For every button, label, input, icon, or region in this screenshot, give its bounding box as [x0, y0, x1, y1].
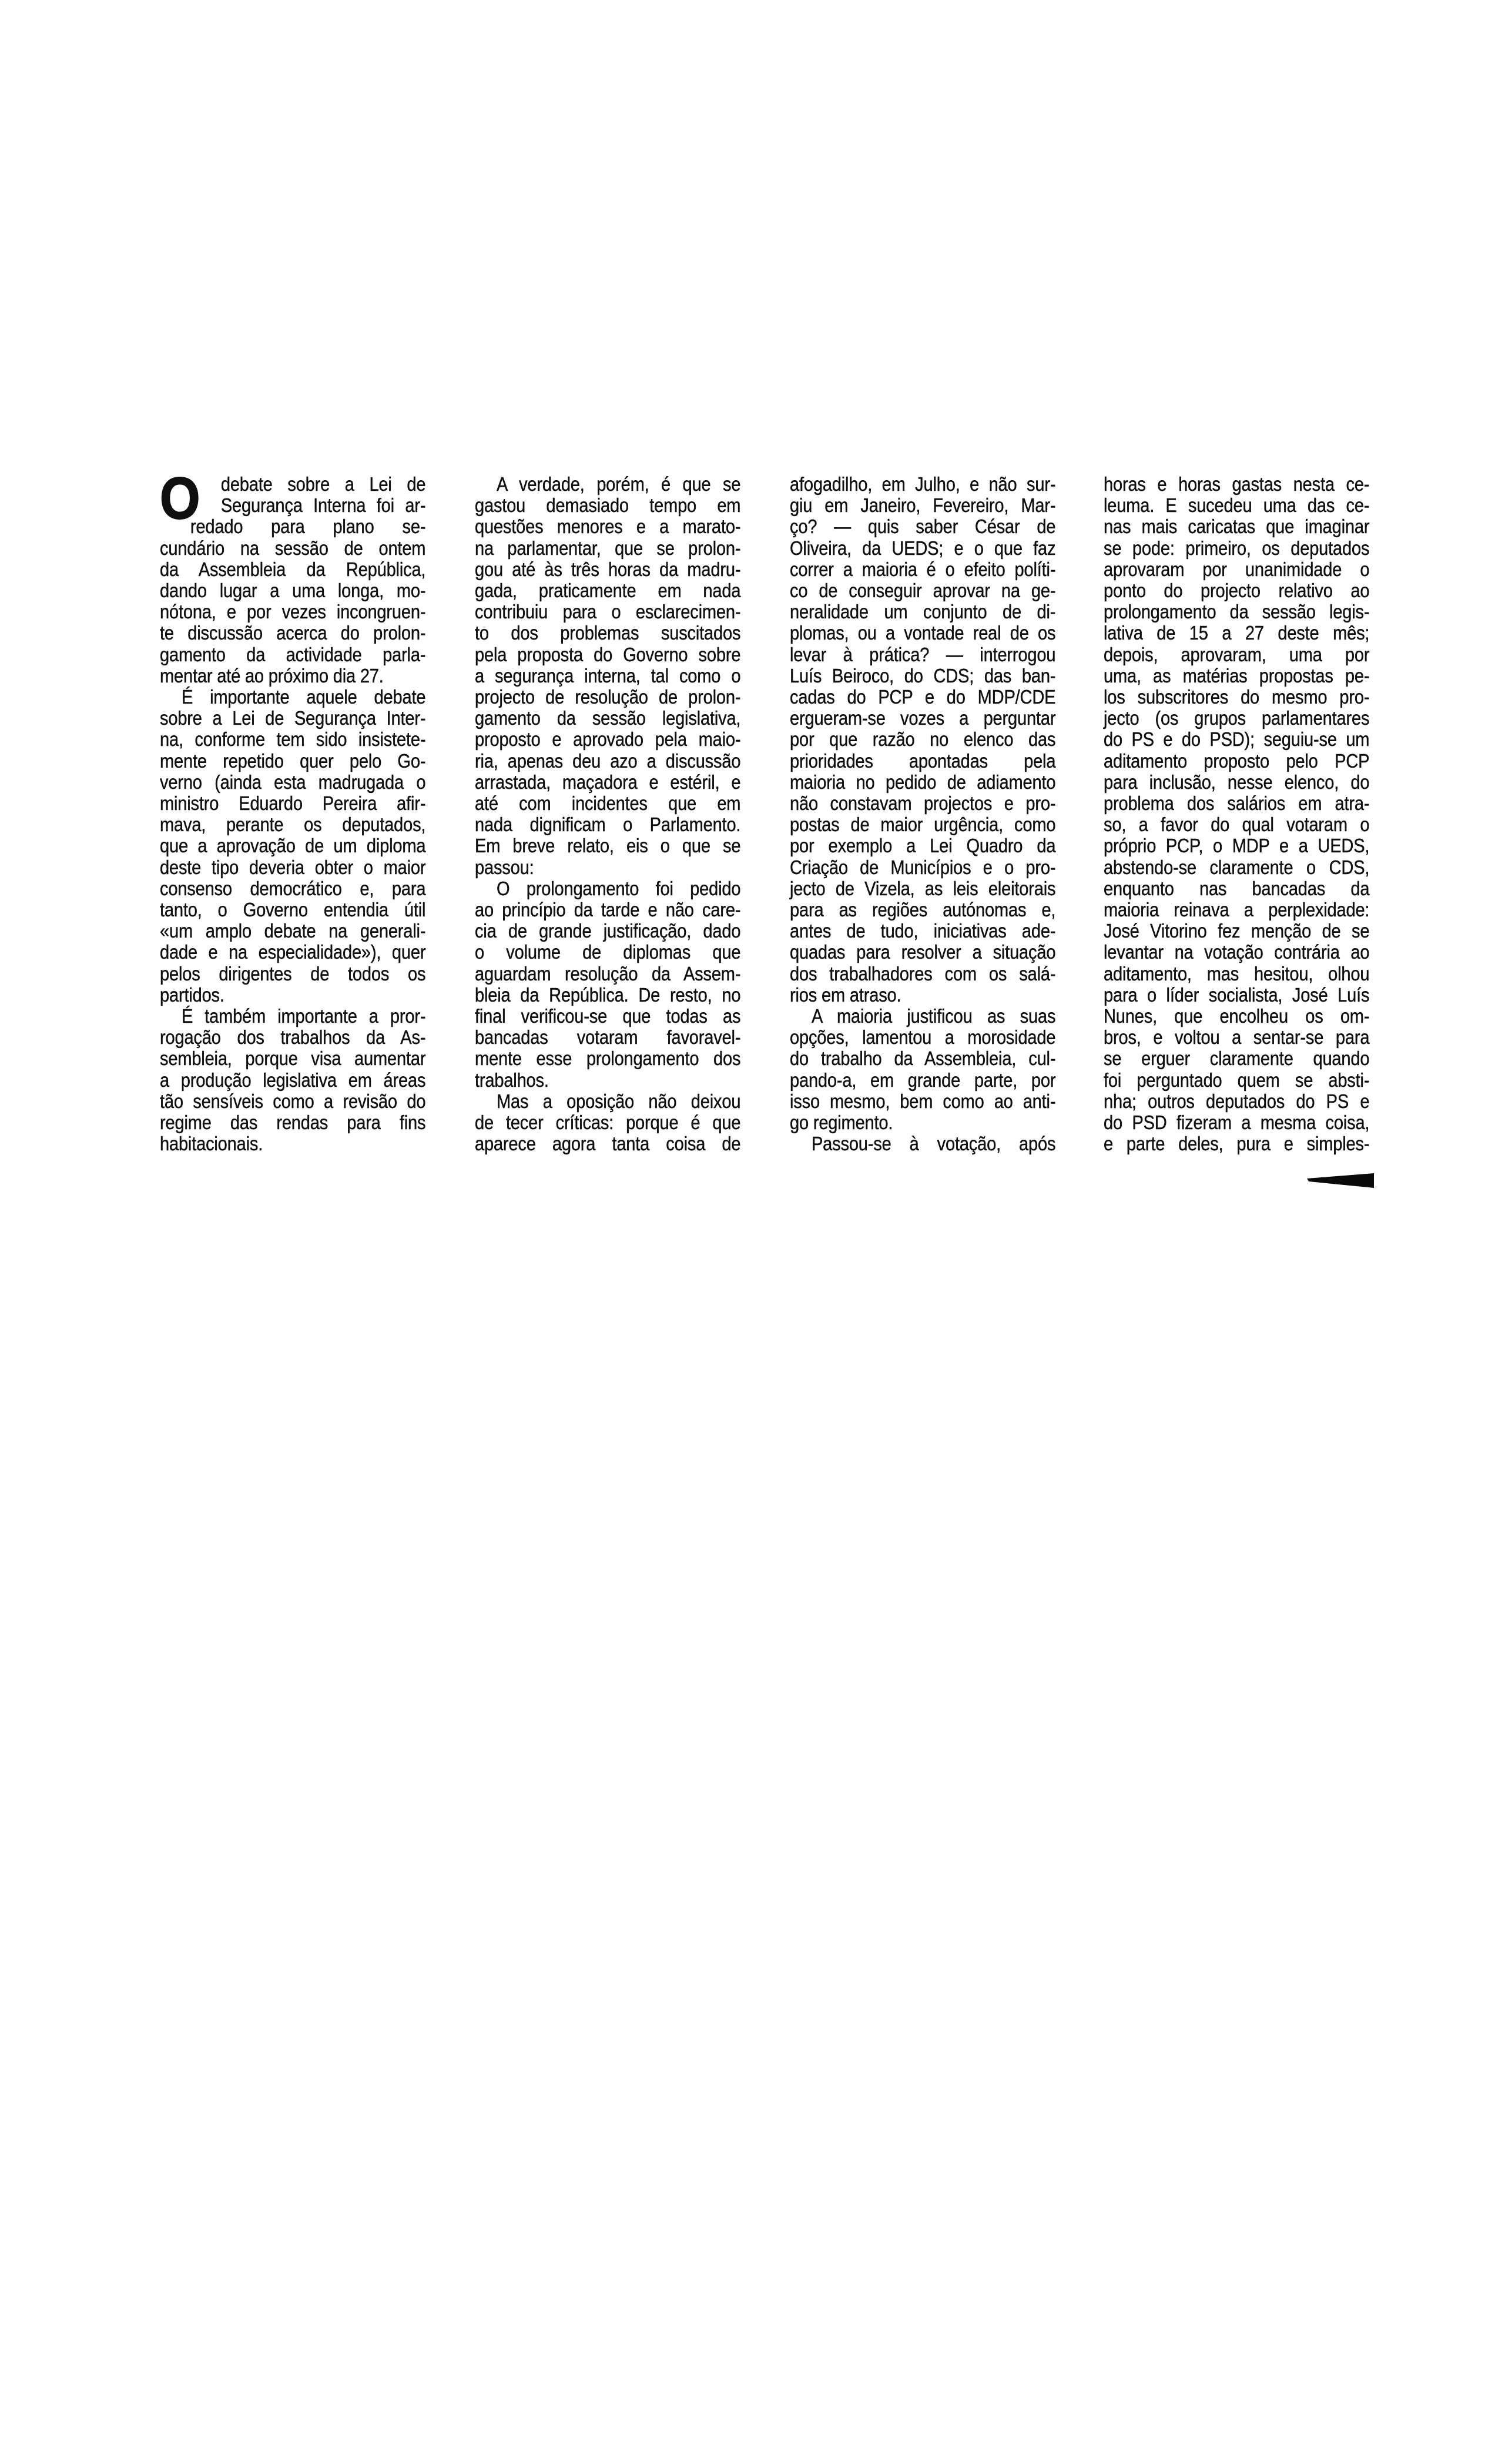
article-column-1: [160, 466, 426, 1155]
text-line: bleia da República. De resto, no: [475, 983, 741, 1006]
text-line: prioridades apontadas pela: [790, 749, 1056, 772]
text-line: para as regiões autónomas e,: [790, 899, 1056, 921]
text-line: o volume de diplomas que: [475, 941, 741, 963]
text-line: para o líder socialista, José Luís: [1104, 983, 1370, 1006]
text-line: gamento da sessão legislativa,: [475, 707, 741, 729]
text-line: cadas do PCP e do MDP/CDE: [790, 686, 1056, 708]
paragraph: [160, 687, 425, 1006]
text-line: A verdade, porém, é que se: [496, 473, 741, 495]
text-line: mente esse prolongamento dos: [475, 1047, 741, 1070]
paragraph: [1104, 474, 1369, 1155]
text-line: nha; outros deputados do PS e: [1104, 1090, 1370, 1112]
text-line: antes de tudo, iniciativas ade-: [790, 920, 1056, 942]
text-line: problema dos salários em atra-: [1104, 792, 1370, 815]
drop-cap: O: [160, 466, 200, 531]
text-line: te discussão acerca do prolon-: [160, 622, 426, 644]
text-line: postas de maior urgência, como: [790, 813, 1056, 836]
text-line: a produção legislativa em áreas: [160, 1069, 426, 1091]
paragraph: [790, 1006, 1055, 1133]
text-line: até com incidentes que em: [475, 792, 741, 815]
text-line: horas e horas gastas nesta ce-: [1104, 473, 1370, 495]
text-line: É importante aquele debate: [181, 686, 426, 708]
text-line: A maioria justificou as suas: [811, 1005, 1056, 1027]
article-column-4: [1104, 474, 1369, 1155]
text-line: Passou-se à votação, após: [811, 1133, 1056, 1155]
text-line: enquanto nas bancadas da: [1104, 877, 1370, 899]
text-line: do PS e do PSD); seguiu-se um: [1104, 728, 1370, 751]
paragraph: [160, 466, 426, 687]
text-line: gou até às três horas da madru-: [475, 558, 741, 580]
ink-wedge-mark: [1307, 1173, 1374, 1189]
text-line: pelos dirigentes de todos os: [160, 962, 426, 985]
text-line: prolongamento da sessão legis-: [1104, 601, 1370, 623]
text-line: tão sensíveis como a revisão do: [160, 1090, 426, 1112]
text-line: regime das rendas para fins: [160, 1112, 426, 1134]
text-line: O prolongamento foi pedido: [496, 877, 741, 899]
text-line: José Vitorino fez menção de se: [1104, 920, 1370, 942]
text-line: a segurança interna, tal como o: [475, 664, 741, 687]
paragraph: [790, 1133, 1055, 1154]
text-line: contribuiu para o esclarecimen-: [475, 601, 741, 623]
paragraph: [160, 1006, 425, 1154]
text-line: que a aprovação de um diploma: [160, 835, 426, 857]
text-line: e parte deles, pura e simples-: [1104, 1133, 1370, 1155]
article-column-3: [790, 474, 1055, 1155]
text-line: questões menores e a marato-: [475, 515, 741, 538]
text-line: ço? — quis saber César de: [790, 515, 1056, 538]
text-line: pando-a, em grande parte, por: [790, 1069, 1056, 1091]
text-line: jecto (os grupos parlamentares: [1104, 707, 1370, 729]
text-line: tanto, o Governo entendia útil: [160, 899, 426, 921]
text-line: cundário na sessão de ontem: [160, 537, 426, 559]
paragraph: [475, 1091, 740, 1155]
text-line: Oliveira, da UEDS; e o que faz: [790, 537, 1056, 559]
text-line: na, conforme tem sido insistete-: [160, 728, 426, 751]
text-line: opções, lamentou a morosidade: [790, 1026, 1056, 1049]
text-line: É também importante a pror-: [181, 1005, 426, 1027]
text-line: levantar na votação contrária ao: [1104, 941, 1370, 963]
text-line: Segurança Interna foi ar-: [220, 494, 426, 517]
text-line: verno (ainda esta madrugada o: [160, 771, 426, 793]
text-line: de tecer críticas: porque é que: [475, 1112, 741, 1134]
text-line: cia de grande justificação, dado: [475, 920, 741, 942]
text-line: so, a favor do qual votaram o: [1104, 813, 1370, 836]
text-line: nótona, e por vezes incongruen-: [160, 601, 426, 623]
text-line: passou:: [475, 856, 534, 878]
text-line: isso mesmo, bem como ao anti-: [790, 1090, 1056, 1112]
text-line: para inclusão, nesse elenco, do: [1104, 771, 1370, 793]
text-line: dade e na especialidade»), quer: [160, 941, 426, 963]
text-line: ministro Eduardo Pereira afir-: [160, 792, 426, 815]
text-line: nas mais caricatas que imaginar: [1104, 515, 1370, 538]
text-line: proposto e aprovado pela maio-: [475, 728, 741, 751]
text-line: aditamento, mas hesitou, olhou: [1104, 962, 1370, 985]
text-line: arrastada, maçadora e estéril, e: [475, 771, 741, 793]
text-line: Em breve relato, eis o que se: [475, 835, 741, 857]
text-line: do trabalho da Assembleia, cul-: [790, 1047, 1056, 1070]
text-line: bros, e voltou a sentar-se para: [1104, 1026, 1370, 1049]
text-line: por exemplo a Lei Quadro da: [790, 835, 1056, 857]
text-line: Criação de Municípios e o pro-: [790, 856, 1056, 878]
text-line: consenso democrático e, para: [160, 877, 426, 899]
text-line: ao princípio da tarde e não care-: [475, 899, 741, 921]
text-line: aparece agora tanta coisa de: [475, 1133, 741, 1155]
text-line: jecto de Vizela, as leis eleitorais: [790, 877, 1056, 899]
text-line: se erguer claramente quando: [1104, 1047, 1370, 1070]
text-line: go regimento.: [790, 1112, 893, 1134]
text-line: deste tipo deveria obter o maior: [160, 856, 426, 878]
text-line: Mas a oposição não deixou: [496, 1090, 741, 1112]
text-line: dando lugar a uma longa, mo-: [160, 580, 426, 602]
text-line: mente repetido quer pelo Go-: [160, 749, 426, 772]
text-line: da Assembleia da República,: [160, 558, 426, 580]
text-line: se pode: primeiro, os deputados: [1104, 537, 1370, 559]
text-line: leuma. E sucedeu uma das ce-: [1104, 494, 1370, 517]
text-line: neralidade um conjunto de di-: [790, 601, 1056, 623]
text-line: aditamento proposto pelo PCP: [1104, 749, 1370, 772]
text-line: maioria reinava a perplexidade:: [1104, 899, 1370, 921]
text-line: mentar até ao próximo dia 27.: [160, 664, 384, 687]
text-line: los subscritores do mesmo pro-: [1104, 686, 1370, 708]
paragraph: [790, 474, 1055, 1006]
text-line: lativa de 15 a 27 deste mês;: [1104, 622, 1370, 644]
text-line: levar à prática? — interrogou: [790, 643, 1056, 665]
paragraph: [475, 474, 740, 878]
text-line: giu em Janeiro, Fevereiro, Mar-: [790, 494, 1056, 517]
text-line: partidos.: [160, 983, 224, 1006]
text-line: habitacionais.: [160, 1133, 263, 1155]
text-line: gada, praticamente em nada: [475, 580, 741, 602]
text-line: ponto do projecto relativo ao: [1104, 580, 1370, 602]
text-line: gamento da actividade parla-: [160, 643, 426, 665]
text-line: bancadas votaram favoravel-: [475, 1026, 741, 1049]
text-line: trabalhos.: [475, 1069, 549, 1091]
text-line: foi perguntado quem se absti-: [1104, 1069, 1370, 1091]
text-line: dos trabalhadores com os salá-: [790, 962, 1056, 985]
article-column-2: [475, 474, 740, 1155]
text-line: debate sobre a Lei de: [220, 473, 426, 495]
text-line: afogadilho, em Julho, e não sur-: [790, 473, 1056, 495]
text-line: nada dignificam o Parlamento.: [475, 813, 741, 836]
text-line: quadas para resolver a situação: [790, 941, 1056, 963]
text-line: plomas, ou a vontade real de os: [790, 622, 1056, 644]
text-line: rogação dos trabalhos da As-: [160, 1026, 426, 1049]
text-line: correr a maioria é o efeito políti-: [790, 558, 1056, 580]
text-line: final verificou-se que todas as: [475, 1005, 741, 1027]
text-line: co de conseguir aprovar na ge-: [790, 580, 1056, 602]
text-line: maioria no pedido de adiamento: [790, 771, 1056, 793]
text-line: pela proposta do Governo sobre: [475, 643, 741, 665]
text-line: aguardam resolução da Assem-: [475, 962, 741, 985]
text-line: Luís Beiroco, do CDS; das ban-: [790, 664, 1056, 687]
text-line: uma, as matérias propostas pe-: [1104, 664, 1370, 687]
text-line: sembleia, porque visa aumentar: [160, 1047, 426, 1070]
text-line: por que razão no elenco das: [790, 728, 1056, 751]
text-line: to dos problemas suscitados: [475, 622, 741, 644]
text-line: «um amplo debate na generali-: [160, 920, 426, 942]
text-line: na parlamentar, que se prolon-: [475, 537, 741, 559]
text-line: gastou demasiado tempo em: [475, 494, 741, 517]
text-line: mava, perante os deputados,: [160, 813, 426, 836]
text-line: próprio PCP, o MDP e a UEDS,: [1104, 835, 1370, 857]
text-line: do PSD fizeram a mesma coisa,: [1104, 1112, 1370, 1134]
text-line: projecto de resolução de prolon-: [475, 686, 741, 708]
text-line: ergueram-se vozes a perguntar: [790, 707, 1056, 729]
text-line: ria, apenas deu azo a discussão: [475, 749, 741, 772]
text-line: redado para plano se-: [190, 515, 426, 538]
paragraph: [475, 878, 740, 1091]
text-line: depois, aprovaram, uma por: [1104, 643, 1370, 665]
text-line: abstendo-se claramente o CDS,: [1104, 856, 1370, 878]
text-line: rios em atraso.: [790, 983, 901, 1006]
text-line: Nunes, que encolheu os om-: [1104, 1005, 1370, 1027]
text-line: aprovaram por unanimidade o: [1104, 558, 1370, 580]
text-line: sobre a Lei de Segurança Inter-: [160, 707, 426, 729]
text-line: não constavam projectos e pro-: [790, 792, 1056, 815]
